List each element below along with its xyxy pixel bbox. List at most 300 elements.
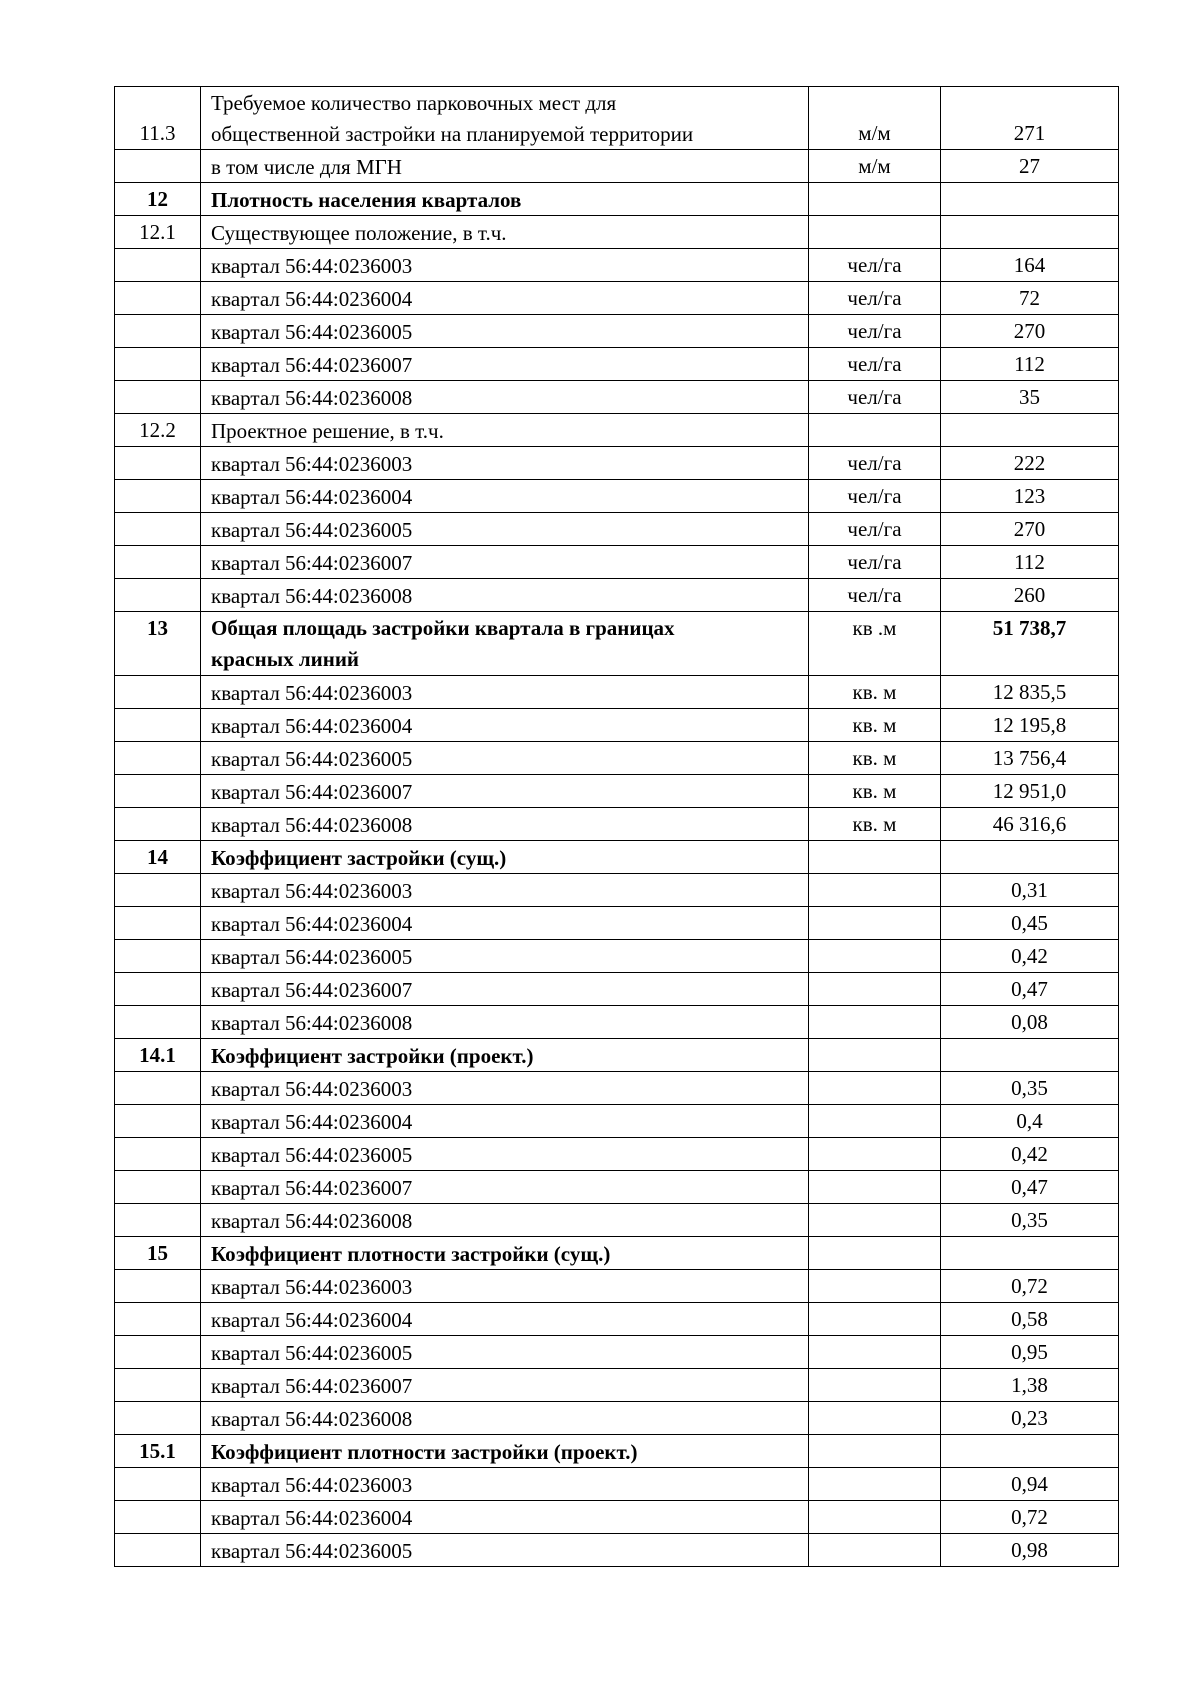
row-number-text: 11.3: [139, 121, 176, 146]
description-line: квартал 56:44:0236008: [211, 1010, 413, 1035]
row-value: [941, 1500, 1119, 1533]
description-line: квартал 56:44:0236008: [211, 1406, 413, 1431]
row-value: [941, 1203, 1119, 1236]
row-description: [201, 939, 809, 972]
row-value: [941, 1170, 1119, 1203]
row-description: [201, 708, 809, 741]
description-line: квартал 56:44:0236008: [211, 1208, 413, 1233]
row-description: [201, 1005, 809, 1038]
row-description: [201, 774, 809, 807]
description-line: квартал 56:44:0236004: [211, 1307, 413, 1332]
table-row: [115, 1104, 1119, 1137]
row-description: [201, 1533, 809, 1566]
row-number: [115, 741, 201, 774]
row-description: [201, 315, 809, 348]
row-description: [201, 972, 809, 1005]
table-row: [115, 1467, 1119, 1500]
row-description: [201, 675, 809, 708]
description-line: квартал 56:44:0236004: [211, 1109, 413, 1134]
row-unit: [809, 315, 941, 348]
description-line: квартал 56:44:0236003: [211, 1076, 413, 1101]
row-unit: [809, 939, 941, 972]
row-unit: [809, 807, 941, 840]
row-value-text: 260: [1013, 583, 1046, 608]
row-unit: [809, 1038, 941, 1071]
description-line: в том числе для МГН: [211, 155, 402, 180]
row-value: [941, 1401, 1119, 1434]
row-value-text: 12 951,0: [992, 778, 1067, 803]
row-number: [115, 1467, 201, 1500]
row-unit: [809, 249, 941, 282]
description-line: Коэффициент плотности застройки (сущ.): [211, 1241, 611, 1266]
row-value: [941, 381, 1119, 414]
row-value-text: 112: [1014, 352, 1045, 377]
table-row: [115, 1434, 1119, 1467]
description-line: квартал 56:44:0236007: [211, 353, 413, 378]
row-number-text: 12.1: [139, 220, 176, 245]
table-row: [115, 480, 1119, 513]
row-value: [941, 906, 1119, 939]
row-value: [941, 513, 1119, 546]
table-row: [115, 840, 1119, 873]
table-row: [115, 612, 1119, 675]
description-line: квартал 56:44:0236008: [211, 812, 413, 837]
row-unit-text: кв. м: [852, 679, 897, 704]
row-description: [201, 546, 809, 579]
row-number: [115, 546, 201, 579]
row-unit-text: чел/га: [847, 286, 902, 311]
row-unit: [809, 1203, 941, 1236]
row-value: [941, 1005, 1119, 1038]
row-description: [201, 1302, 809, 1335]
row-value-text: 0,4: [1016, 1108, 1043, 1133]
description-line: Коэффициент застройки (сущ.): [211, 845, 507, 870]
row-unit: [809, 150, 941, 183]
row-value: [941, 150, 1119, 183]
row-number: [115, 1533, 201, 1566]
row-value-text: 0,35: [1011, 1075, 1048, 1100]
row-value: [941, 675, 1119, 708]
table-row: [115, 513, 1119, 546]
row-description: [201, 612, 809, 675]
row-value: [941, 1038, 1119, 1071]
row-unit: [809, 1137, 941, 1170]
description-line: квартал 56:44:0236005: [211, 746, 413, 771]
row-value-text: 270: [1013, 319, 1046, 344]
table-row: [115, 1500, 1119, 1533]
row-number: [115, 939, 201, 972]
row-unit: [809, 447, 941, 480]
table-row: [115, 1269, 1119, 1302]
table-row: [115, 87, 1119, 150]
row-number-text: 12: [147, 187, 168, 212]
row-unit-text: кв .м: [852, 616, 897, 641]
description-line: квартал 56:44:0236003: [211, 1472, 413, 1497]
description-line: квартал 56:44:0236004: [211, 1505, 413, 1530]
row-number: [115, 1071, 201, 1104]
row-value: [941, 939, 1119, 972]
row-value-text: 0,31: [1011, 877, 1048, 902]
table-row: [115, 216, 1119, 249]
row-unit: [809, 216, 941, 249]
row-value-text: 0,23: [1011, 1405, 1048, 1430]
row-number-text: 15.1: [139, 1438, 176, 1463]
row-unit-text: чел/га: [847, 484, 902, 509]
table-row: [115, 282, 1119, 315]
table-row: [115, 1071, 1119, 1104]
row-unit-text: чел/га: [847, 385, 902, 410]
description-line: квартал 56:44:0236007: [211, 551, 413, 576]
row-value-text: 0,42: [1011, 943, 1048, 968]
row-number: [115, 447, 201, 480]
row-value: [941, 1368, 1119, 1401]
row-value-text: 35: [1019, 385, 1040, 410]
row-unit-text: кв. м: [852, 745, 897, 770]
table-row: [115, 183, 1119, 216]
row-description: [201, 1170, 809, 1203]
row-value: [941, 1467, 1119, 1500]
row-unit: [809, 1269, 941, 1302]
row-value-text: 0,98: [1011, 1537, 1048, 1562]
row-value-text: 27: [1019, 154, 1040, 179]
row-value-text: 270: [1013, 517, 1046, 542]
description-line: квартал 56:44:0236004: [211, 485, 413, 510]
row-unit: [809, 1533, 941, 1566]
row-number: [115, 675, 201, 708]
description-line: Требуемое количество парковочных мест для: [211, 91, 617, 116]
row-number: [115, 612, 201, 675]
row-number: [115, 708, 201, 741]
row-value-text: 1,38: [1011, 1372, 1048, 1397]
row-unit-text: кв. м: [852, 811, 897, 836]
row-description: [201, 282, 809, 315]
table-row: [115, 249, 1119, 282]
table-row: [115, 1236, 1119, 1269]
row-value: [941, 1335, 1119, 1368]
row-value: [941, 183, 1119, 216]
row-value-text: 0,45: [1011, 910, 1048, 935]
row-number: [115, 579, 201, 612]
row-value-text: 112: [1014, 550, 1045, 575]
description-line: Коэффициент плотности застройки (проект.): [211, 1439, 638, 1464]
row-number: [115, 1269, 201, 1302]
row-unit: [809, 1368, 941, 1401]
row-value: [941, 1071, 1119, 1104]
row-value-text: 46 316,6: [992, 811, 1067, 836]
row-unit: [809, 282, 941, 315]
row-unit-text: чел/га: [847, 517, 902, 542]
description-line: квартал 56:44:0236005: [211, 518, 413, 543]
row-number: [115, 1434, 201, 1467]
row-description: [201, 249, 809, 282]
row-unit: [809, 840, 941, 873]
row-unit: [809, 513, 941, 546]
row-description: [201, 741, 809, 774]
row-value: [941, 741, 1119, 774]
row-unit: [809, 579, 941, 612]
row-unit: [809, 546, 941, 579]
description-line: Проектное решение, в т.ч.: [211, 419, 444, 444]
row-number: [115, 972, 201, 1005]
row-number-text: 14.1: [139, 1042, 176, 1067]
row-unit-text: чел/га: [847, 352, 902, 377]
row-unit-text: чел/га: [847, 583, 902, 608]
row-value-text: 271: [1013, 121, 1046, 146]
description-line: квартал 56:44:0236005: [211, 1142, 413, 1167]
row-value: [941, 1434, 1119, 1467]
description-line: квартал 56:44:0236003: [211, 680, 413, 705]
table-row: [115, 774, 1119, 807]
table-row: [115, 579, 1119, 612]
table-row: [115, 315, 1119, 348]
row-unit: [809, 1401, 941, 1434]
row-value: [941, 774, 1119, 807]
row-number: [115, 1203, 201, 1236]
row-number: [115, 1137, 201, 1170]
row-value: [941, 579, 1119, 612]
row-value: [941, 1137, 1119, 1170]
row-value: [941, 972, 1119, 1005]
row-unit: [809, 1104, 941, 1137]
table-row: [115, 708, 1119, 741]
row-description: [201, 1038, 809, 1071]
row-value-text: 123: [1013, 484, 1046, 509]
row-value-text: 12 835,5: [992, 679, 1067, 704]
table-row: [115, 741, 1119, 774]
row-number: [115, 414, 201, 447]
description-line: Общая площадь застройки квартала в границах: [211, 616, 675, 641]
row-number: [115, 348, 201, 381]
row-description: [201, 1203, 809, 1236]
description-line: Коэффициент застройки (проект.): [211, 1043, 534, 1068]
row-value: [941, 1302, 1119, 1335]
row-value: [941, 708, 1119, 741]
row-description: [201, 1104, 809, 1137]
description-line: квартал 56:44:0236004: [211, 911, 413, 936]
row-number: [115, 1005, 201, 1038]
row-value: [941, 216, 1119, 249]
row-description: [201, 447, 809, 480]
row-unit: [809, 87, 941, 150]
row-value-text: 12 195,8: [992, 712, 1067, 737]
row-value: [941, 315, 1119, 348]
row-unit-text: чел/га: [847, 550, 902, 575]
row-value: [941, 807, 1119, 840]
row-number: [115, 1335, 201, 1368]
table-row: [115, 1203, 1119, 1236]
row-unit: [809, 1071, 941, 1104]
row-description: [201, 150, 809, 183]
row-value: [941, 348, 1119, 381]
description-line: квартал 56:44:0236007: [211, 779, 413, 804]
row-unit: [809, 1335, 941, 1368]
row-unit: [809, 381, 941, 414]
row-number: [115, 1104, 201, 1137]
description-line: квартал 56:44:0236007: [211, 1175, 413, 1200]
row-value-text: 0,47: [1011, 1174, 1048, 1199]
row-description: [201, 1368, 809, 1401]
row-number: [115, 873, 201, 906]
row-number-text: 15: [147, 1240, 168, 1265]
row-value: [941, 249, 1119, 282]
indicators-table: [114, 86, 1119, 1567]
description-line: квартал 56:44:0236008: [211, 584, 413, 609]
row-number: [115, 840, 201, 873]
row-unit: [809, 972, 941, 1005]
row-description: [201, 1401, 809, 1434]
row-value-text: 0,72: [1011, 1273, 1048, 1298]
row-description: [201, 414, 809, 447]
row-value: [941, 1104, 1119, 1137]
row-unit: [809, 480, 941, 513]
table-row: [115, 150, 1119, 183]
table-body: [115, 87, 1119, 1567]
row-unit: [809, 348, 941, 381]
table-row: [115, 1368, 1119, 1401]
row-value-text: 72: [1019, 286, 1040, 311]
row-value-text: 222: [1013, 451, 1046, 476]
row-description: [201, 216, 809, 249]
row-value-text: 0,42: [1011, 1141, 1048, 1166]
row-unit: [809, 612, 941, 675]
row-value-text: 164: [1013, 253, 1046, 278]
row-unit-text: кв. м: [852, 712, 897, 737]
row-value: [941, 612, 1119, 675]
row-value: [941, 873, 1119, 906]
row-description: [201, 840, 809, 873]
description-line: красных линий: [211, 647, 360, 672]
row-number: [115, 150, 201, 183]
description-line: квартал 56:44:0236003: [211, 452, 413, 477]
row-description: [201, 1071, 809, 1104]
row-value: [941, 87, 1119, 150]
table-row: [115, 972, 1119, 1005]
row-number: [115, 282, 201, 315]
row-number: [115, 87, 201, 150]
table-row: [115, 414, 1119, 447]
row-value-text: 0,94: [1011, 1471, 1048, 1496]
table-row: [115, 1137, 1119, 1170]
row-value: [941, 840, 1119, 873]
row-unit: [809, 1467, 941, 1500]
row-value-text: 0,58: [1011, 1306, 1048, 1331]
row-unit-text: чел/га: [847, 253, 902, 278]
description-line: квартал 56:44:0236004: [211, 287, 413, 312]
row-unit: [809, 741, 941, 774]
row-description: [201, 1269, 809, 1302]
row-value: [941, 447, 1119, 480]
row-description: [201, 513, 809, 546]
table-row: [115, 807, 1119, 840]
description-line: квартал 56:44:0236008: [211, 386, 413, 411]
row-unit-text: чел/га: [847, 319, 902, 344]
row-description: [201, 87, 809, 150]
description-line: квартал 56:44:0236003: [211, 1274, 413, 1299]
row-unit: [809, 1005, 941, 1038]
table-row: [115, 546, 1119, 579]
row-value: [941, 1269, 1119, 1302]
description-line: Существующее положение, в т.ч.: [211, 221, 507, 246]
row-number-text: 12.2: [139, 418, 176, 443]
row-number: [115, 1368, 201, 1401]
row-description: [201, 348, 809, 381]
row-value-text: 0,95: [1011, 1339, 1048, 1364]
row-description: [201, 1137, 809, 1170]
description-line: квартал 56:44:0236005: [211, 944, 413, 969]
table-row: [115, 1335, 1119, 1368]
table-row: [115, 906, 1119, 939]
row-number-text: 14: [147, 844, 168, 869]
table-row: [115, 939, 1119, 972]
row-unit: [809, 1302, 941, 1335]
row-number: [115, 480, 201, 513]
row-number: [115, 1302, 201, 1335]
row-value: [941, 480, 1119, 513]
row-description: [201, 480, 809, 513]
table-row: [115, 381, 1119, 414]
row-unit-text: чел/га: [847, 451, 902, 476]
row-unit: [809, 414, 941, 447]
row-description: [201, 1467, 809, 1500]
row-description: [201, 873, 809, 906]
table-row: [115, 1005, 1119, 1038]
row-value-text: 0,08: [1011, 1009, 1048, 1034]
row-value: [941, 282, 1119, 315]
row-number: [115, 183, 201, 216]
row-unit: [809, 1500, 941, 1533]
row-value-text: 13 756,4: [992, 745, 1067, 770]
description-line: квартал 56:44:0236003: [211, 254, 413, 279]
row-number-text: 13: [147, 616, 168, 641]
description-line: квартал 56:44:0236005: [211, 1538, 413, 1563]
row-value: [941, 414, 1119, 447]
row-number: [115, 315, 201, 348]
row-unit: [809, 708, 941, 741]
description-line: квартал 56:44:0236005: [211, 1340, 413, 1365]
table-row: [115, 348, 1119, 381]
row-unit-text: м/м: [858, 154, 891, 179]
row-number: [115, 1500, 201, 1533]
row-number: [115, 216, 201, 249]
description-line: квартал 56:44:0236004: [211, 713, 413, 738]
description-line: Плотность населения кварталов: [211, 188, 522, 213]
row-description: [201, 183, 809, 216]
description-line: общественной застройки на планируемой территории: [211, 122, 694, 147]
table-row: [115, 675, 1119, 708]
row-description: [201, 381, 809, 414]
row-value: [941, 1236, 1119, 1269]
row-unit: [809, 1236, 941, 1269]
description-line: квартал 56:44:0236007: [211, 1373, 413, 1398]
row-unit: [809, 873, 941, 906]
row-number: [115, 1038, 201, 1071]
row-unit: [809, 906, 941, 939]
row-unit: [809, 1170, 941, 1203]
row-unit: [809, 183, 941, 216]
row-value-text: 51 738,7: [992, 616, 1067, 641]
description-line: квартал 56:44:0236007: [211, 977, 413, 1002]
row-unit: [809, 675, 941, 708]
row-value-text: 0,72: [1011, 1504, 1048, 1529]
row-description: [201, 1434, 809, 1467]
row-number: [115, 906, 201, 939]
row-number: [115, 807, 201, 840]
row-unit-text: м/м: [858, 121, 891, 146]
row-value-text: 0,35: [1011, 1207, 1048, 1232]
table-row: [115, 873, 1119, 906]
row-unit: [809, 774, 941, 807]
description-line: квартал 56:44:0236003: [211, 878, 413, 903]
